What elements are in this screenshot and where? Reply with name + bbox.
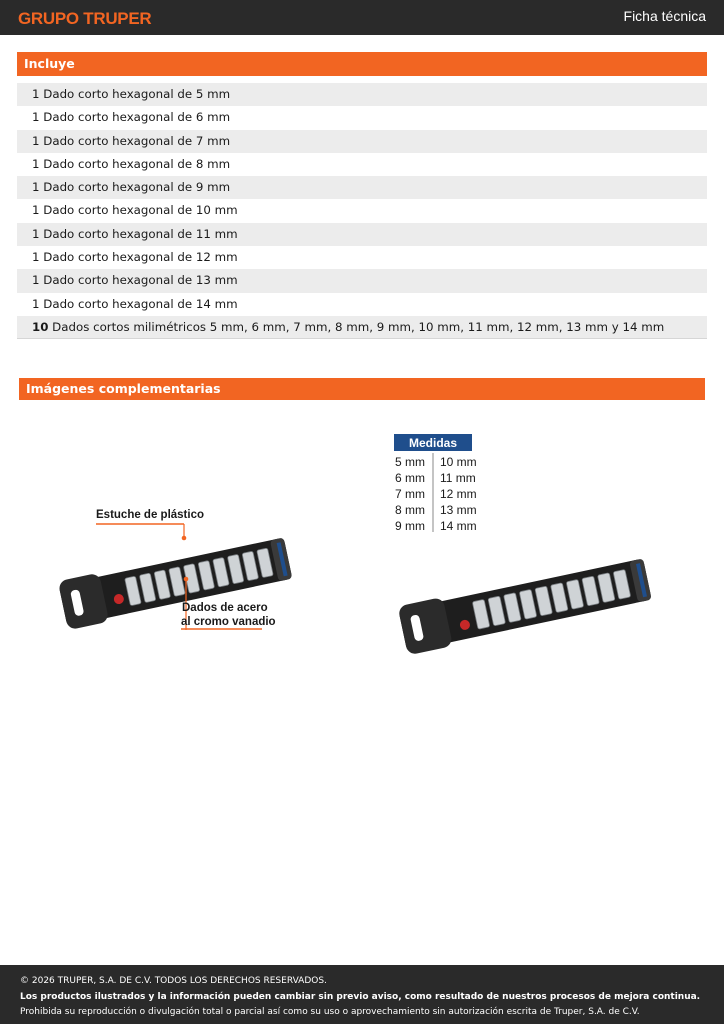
include-row: [17, 153, 707, 176]
medidas-column-1: [395, 455, 425, 533]
brand-logo: GRUPO TRUPER: [18, 9, 152, 28]
footer-copyright: © 2026 TRUPER, S.A. DE C.V. TODOS LOS DERECHOS RESERVADOS.: [20, 976, 327, 986]
includes-section-title: Incluye: [17, 52, 707, 76]
callout-case-label: Estuche de plástico: [96, 509, 205, 521]
include-row-text: 1 Dado corto hexagonal de 8 mm: [32, 156, 231, 171]
product-image-callouts: [50, 500, 310, 650]
socket-rail-2: [398, 554, 653, 655]
include-summary-qty: 10: [32, 319, 49, 334]
include-summary-row: [17, 316, 707, 339]
include-row-text: 1 Dado corto hexagonal de 13 mm: [32, 273, 238, 288]
medidas-size: 11 mm: [440, 471, 476, 485]
medidas-size: 6 mm: [395, 471, 425, 485]
images-section-title: Imágenes complementarias: [19, 378, 705, 400]
include-row-text: 1 Dado corto hexagonal de 5 mm: [32, 87, 231, 101]
medidas-size: 9 mm: [395, 519, 425, 533]
medidas-size: 10 mm: [440, 455, 477, 469]
include-row: [17, 130, 707, 153]
medidas-size: 8 mm: [395, 503, 425, 517]
callout-case-dot: [182, 536, 187, 541]
include-row: [17, 199, 707, 222]
include-row-text: 1 Dado corto hexagonal de 14 mm: [32, 296, 238, 311]
include-row-text: 1 Dado corto hexagonal de 10 mm: [32, 203, 238, 218]
include-row-text: 1 Dado corto hexagonal de 9 mm: [32, 180, 231, 195]
medidas-size: 12 mm: [440, 487, 477, 501]
includes-table: [17, 83, 707, 339]
document-title: Ficha técnica: [623, 8, 706, 24]
include-row-text: 1 Dado corto hexagonal de 7 mm: [32, 133, 231, 148]
include-row: [17, 223, 707, 246]
include-row-text: 1 Dado corto hexagonal de 12 mm: [32, 250, 238, 265]
medidas-size: 14 mm: [440, 519, 477, 533]
medidas-column-2: [440, 455, 477, 533]
include-row: [17, 106, 707, 129]
medidas-title: Medidas: [408, 436, 458, 450]
medidas-size: 7 mm: [395, 487, 425, 501]
include-row: [17, 293, 707, 316]
include-summary-text: Dados cortos milimétricos 5 mm, 6 mm, 7 mm, 8 mm, 9 mm, 10 mm, 11 mm, 12 mm, 13 mm y 14 mm: [52, 319, 665, 334]
callout-sockets-label-1: Dados de acero: [182, 602, 268, 614]
include-row: [17, 176, 707, 199]
footer: [0, 965, 724, 1024]
top-bar: [0, 0, 724, 35]
footer-legal: Prohibida su reproducción o divulgación total o parcial así como su uso o aprovechamiento sin autorización escrita de Truper, S.A. de C.V.: [20, 1007, 640, 1017]
include-row: [17, 246, 707, 269]
medidas-size: 13 mm: [440, 503, 477, 517]
include-row-text: 1 Dado corto hexagonal de 11 mm: [32, 226, 238, 241]
include-row: [17, 269, 707, 292]
product-image-sizes: [380, 430, 660, 660]
include-row: [17, 83, 707, 106]
callout-sockets-label-2: al cromo vanadio: [181, 616, 276, 628]
medidas-size: 5 mm: [395, 455, 425, 469]
include-row-text: 1 Dado corto hexagonal de 6 mm: [32, 110, 231, 125]
footer-notice: Los productos ilustrados y la información pueden cambiar sin previo aviso, como resultado de nuestros procesos de mejora continua.: [20, 991, 701, 1002]
